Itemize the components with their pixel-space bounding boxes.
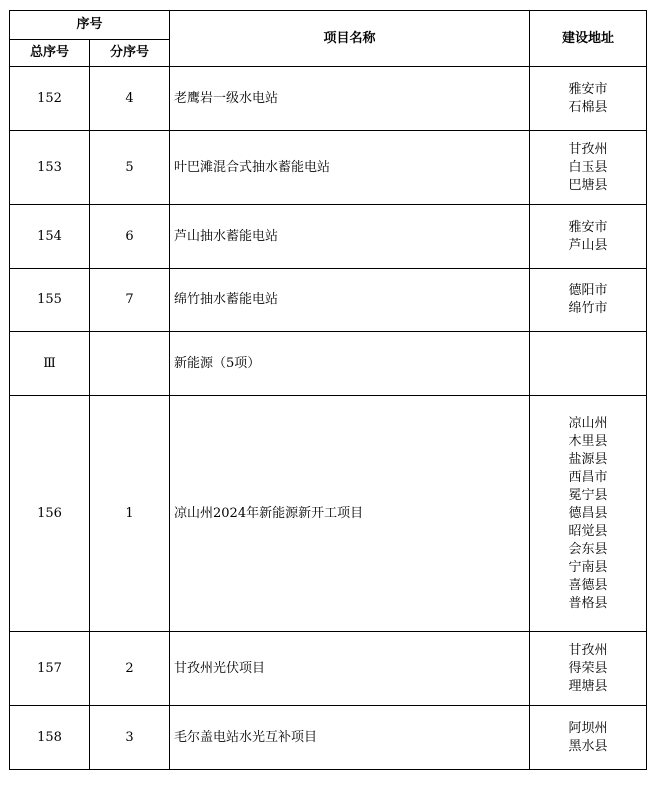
location-line: 木里县	[568, 433, 608, 449]
location-cell	[530, 67, 647, 131]
sub-seq-cell: 6	[90, 205, 170, 269]
project-name-cell: 甘孜州光伏项目	[170, 632, 530, 706]
table-row	[10, 131, 647, 205]
location-cell	[530, 332, 647, 396]
sub-seq-cell: 1	[90, 396, 170, 632]
location-cell	[530, 131, 647, 205]
total-seq-cell: 157	[10, 632, 90, 706]
table-row	[10, 396, 647, 632]
sub-seq-header: 分序号	[90, 40, 170, 67]
project-table	[9, 10, 647, 770]
location-line: 宁南县	[568, 559, 608, 575]
location-cell	[530, 632, 647, 706]
location-header: 建设地址	[530, 11, 647, 67]
table-body	[10, 67, 647, 770]
project-name-cell: 凉山州2024年新能源新开工项目	[170, 396, 530, 632]
seq-group-header: 序号	[10, 11, 170, 40]
location-cell	[530, 205, 647, 269]
table-row	[10, 632, 647, 706]
location-line: 甘孜州	[568, 141, 608, 157]
location-line: 巴塘县	[568, 177, 608, 193]
project-name-cell: 毛尔盖电站水光互补项目	[170, 706, 530, 770]
location-cell	[530, 706, 647, 770]
table-row-section	[10, 332, 647, 396]
location-cell	[530, 396, 647, 632]
sub-seq-cell	[90, 332, 170, 396]
total-seq-cell: 156	[10, 396, 90, 632]
location-line: 德昌县	[568, 505, 608, 521]
location-line: 会东县	[568, 541, 608, 557]
sub-seq-cell: 4	[90, 67, 170, 131]
project-name-cell: 老鹰岩一级水电站	[170, 67, 530, 131]
sub-seq-cell: 2	[90, 632, 170, 706]
location-line: 石棉县	[568, 99, 608, 115]
total-seq-cell: 153	[10, 131, 90, 205]
location-line: 德阳市	[568, 283, 608, 298]
table-row	[10, 706, 647, 770]
location-line: 白玉县	[568, 159, 608, 175]
section-title-cell: 新能源（5项）	[170, 332, 530, 396]
location-line: 阿坝州	[568, 720, 608, 736]
table-row	[10, 269, 647, 332]
total-seq-cell: 155	[10, 269, 90, 332]
total-seq-cell: 158	[10, 706, 90, 770]
location-line: 普格县	[568, 595, 608, 611]
total-seq-cell: 154	[10, 205, 90, 269]
sub-seq-cell: 7	[90, 269, 170, 332]
project-name-header: 项目名称	[170, 11, 530, 67]
sub-seq-cell: 3	[90, 706, 170, 770]
location-line: 喜德县	[568, 577, 608, 593]
location-cell	[530, 269, 647, 332]
sub-seq-cell: 5	[90, 131, 170, 205]
location-line: 绵竹市	[568, 301, 608, 316]
location-line: 西昌市	[568, 469, 608, 485]
location-line: 得荣县	[568, 660, 608, 676]
table-row	[10, 205, 647, 269]
location-line: 甘孜州	[568, 642, 608, 658]
location-line: 黑水县	[568, 738, 608, 754]
location-line: 冕宁县	[568, 487, 608, 503]
location-line: 芦山县	[568, 237, 608, 253]
project-name-cell: 绵竹抽水蓄能电站	[170, 269, 530, 332]
location-line: 雅安市	[568, 219, 608, 235]
table-header	[10, 11, 647, 67]
project-name-cell: 叶巴滩混合式抽水蓄能电站	[170, 131, 530, 205]
project-name-cell: 芦山抽水蓄能电站	[170, 205, 530, 269]
location-line: 雅安市	[568, 81, 608, 97]
table-row	[10, 67, 647, 131]
location-line: 盐源县	[568, 451, 608, 467]
location-line: 凉山州	[568, 415, 608, 431]
location-line: 昭觉县	[568, 523, 608, 539]
location-line: 理塘县	[568, 678, 608, 694]
section-number-cell: Ⅲ	[10, 332, 90, 396]
total-seq-header: 总序号	[10, 40, 90, 67]
total-seq-cell: 152	[10, 67, 90, 131]
